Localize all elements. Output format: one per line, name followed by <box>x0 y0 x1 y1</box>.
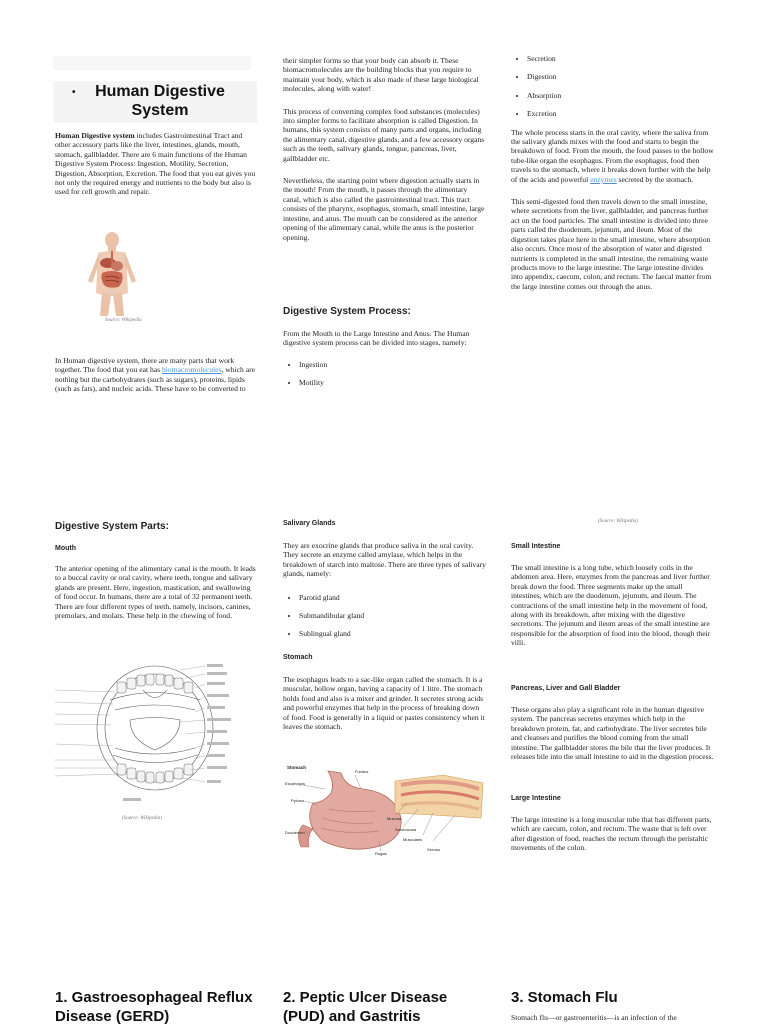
serosa-label: Serosa <box>427 847 440 852</box>
pancreas-text: These organs also play a significant role in the human digestive system. The pancreas secretes enzymes which help in the breakdown protein, fat, and carbohydrate. The liver secretes bile and cleanses and purifies the blood coming from the small intestine. The gallbladder stores the bile that the liver produces. It releases bile into the small intestine to aid in the digestion process. <box>511 705 714 762</box>
intro-text: includes Gastrointestinal Tract and other accessory parts like the liver, intestines, glands, mouth, stomach, gallbladder. There are 6 main functions of the Human Digestive System Process: Ingestion, Motility, Secretion, Digestion, Absorption, Excretion. The food that you eat gives you not only the required energy and nutrients to the body but also is used for cell growth and repair. <box>55 131 256 197</box>
stomach-text: The esophagus leads to a sac-like organ called the stomach. It is a muscular, hollow organ, having a capacity of 1 litre. The stomach holds food and also is a mixer and grinder. It secretes strong acids and powerful enzymes that help in the process of breaking down of food. Food is generally in a liquid or pastes consistency when it leaves the stomach. <box>283 675 485 732</box>
esophagus-label: Esophagus <box>285 781 306 786</box>
col3-caption: (Source: Wikipedia) <box>598 519 638 524</box>
stage-item: • Digestion <box>527 72 714 81</box>
enzymes-link[interactable]: enzymes <box>590 174 617 184</box>
col1-intro <box>55 131 258 208</box>
submucosa-label: Submucosa <box>395 827 417 832</box>
stage-item: • Absorption <box>527 91 714 100</box>
stages-list-b <box>511 54 714 119</box>
col2-p2: This process of converting complex food substances (molecules) into simpler forms to facilitate absorption is called Digestion. In humans, this system consists of many parts and organs, including the alimentary canal, digestive glands, and a few accessory organs such as the teeth, salivary glands, tongue, pancreas, liver, gallbladder etc. <box>283 106 485 163</box>
stomach-label: Stomach <box>287 765 307 770</box>
human-body-figure <box>78 231 146 316</box>
col3-p1: The whole process starts in the oral cavity, where the saliva from the salivary glands mixes with the food and starts to begin the breakdown of food. From the mouth, the food passes to the hollow tube-like organ the esophagus. From the esophagus, food then travels to the stomach, where it breaks down further with the help of the acids and powerful enzymes secreted by the stomach. <box>511 127 714 184</box>
large-intestine-text: The large intestine is a long muscular tube that has different parts, which are caecum, colon, and rectum. The waste that is left over after digestion of food, reaches the rectum through the peristaltic movements of the colon. <box>511 815 712 853</box>
rugae-label: Rugae <box>375 851 387 856</box>
stages-list-a <box>283 360 486 388</box>
stage-item: • Secretion <box>527 54 714 63</box>
gland-item: • Submandibular gland <box>299 611 486 620</box>
stage-item: • Motility <box>299 378 486 387</box>
title-shadow <box>53 56 251 70</box>
biomacromolecules-link[interactable]: biomacromolecules <box>162 365 222 375</box>
mouth-title: Mouth <box>55 545 76 552</box>
glands-list <box>283 593 486 639</box>
duodenum-label: Duodenum <box>285 830 305 835</box>
col3-text <box>511 54 714 302</box>
gland-item: • Parotid gland <box>299 593 486 602</box>
col1-para2: In Human digestive system, there are many parts that work together. The food that you eat has biomacromolecules, which are nothing but the carbohydrates (such as sugars), proteins, lipids (such as fats), and nucleic acids. These have to be converted to <box>55 356 255 394</box>
disease-pud-heading: 2. Peptic Ulcer Disease (PUD) and Gastritis <box>283 989 448 1025</box>
salivary-wrap <box>283 541 486 648</box>
large-intestine-title: Large Intestine <box>511 795 561 802</box>
mouth-caption: (Source: Wikipedia) <box>122 816 162 821</box>
pancreas-title: Pancreas, Liver and Gall Bladder <box>511 685 621 692</box>
parts-heading: Digestive System Parts: <box>55 521 169 532</box>
salivary-text: They are exocrine glands that produce saliva in the oral cavity. They secrete an enzyme called amylase, which helps in the breakdown of starch into maltose. There are three types of salivary glands, namely: <box>283 541 486 579</box>
mouth-text: The anterior opening of the alimentary canal is the mouth. It leads to a buccal cavity or oral cavity, where teeth, tongue and salivary glands are present. Here, ingestion, mastication, and swallowing of food occur. In humans, there are a total of 32 permanent teeth. There are four different types of teeth, namely, incisors, canines, premolars, and molars. These help in the chewing of food. <box>55 564 256 621</box>
muscularis-label: Muscularis <box>403 837 423 842</box>
stage-item: • Excretion <box>527 109 714 118</box>
body-figure-caption: Source: Wikipedia <box>105 318 142 323</box>
gland-item: • Sublingual gland <box>299 629 486 638</box>
col2-p4-wrap <box>283 329 486 397</box>
stage-item: • Ingestion <box>299 360 486 369</box>
disease-gerd-heading: 1. Gastroesophageal Reflux Disease (GERD) <box>55 989 253 1025</box>
col2-p1: their simpler forms so that your body can absorb it. These biomacromolecules are the building blocks that you require to maintain your body, which is also made of these large biological molecules, along with water! <box>283 56 479 94</box>
col2-p4: From the Mouth to the Large Intestine and Anus. The Human digestive system process can be divided into stages, namely: <box>283 329 470 348</box>
page-title: • Human Digestive System <box>72 83 225 119</box>
mucosa-label: Mucosa <box>387 816 402 821</box>
stomach-title: Stomach <box>283 654 313 661</box>
fundus-label: Fundus <box>355 769 369 774</box>
stomach-figure <box>283 763 488 863</box>
pylorus-label: Pylorus <box>291 798 305 803</box>
process-heading: Digestive System Process: <box>283 306 411 317</box>
disease-flu-heading: 3. Stomach Flu <box>511 989 618 1006</box>
title-bullet: • <box>72 87 76 98</box>
stomach-flu-text: Stomach flu—or gastroenteritis—is an infection of the <box>511 1013 677 1022</box>
small-intestine-title: Small Intestine <box>511 543 561 550</box>
col3-p2: This semi-digested food then travels down to the small intestine, where secretions from the liver, gallbladder, and pancreas further act on the food particles. The small intestine is divided into three parts called the duodenum, jejunum, and ileum. Most of the digestion takes place here in the small intestine, where absorption also occurs. Once most of the absorption of water and digested nutrients is completed in the small intestine, the remaining waste products move to the large intestine. The large intestine divides into appendix, caecum, colon, and rectum. The faecal matter from the large intestine comes out through the anus. <box>511 197 712 291</box>
col2-p3: Nevertheless, the starting point where digestion actually starts in the mouth! From the mouth, it passes through the alimentary canal, which is also called the gastrointestinal tract. This tract consists of the pharynx, esophagus, stomach, small intestine, large intestine, and anus. The mouth can be considered as the anterior opening of the alimentary canal, while the anus is the posterior opening. <box>283 176 485 242</box>
col2-text <box>283 56 486 253</box>
intro-bold: Human Digestive system <box>55 131 135 140</box>
mouth-figure <box>55 660 260 805</box>
small-intestine-text: The small intestine is a long tube, which loosely coils in the abdomen area. Here, enzymes from the pancreas and liver further break down the food. Three segments make up the small intestines, which are the duodenum, jejunum, and ileum. The contractions of the small intestine help in the movement of food, along with its breakdown, after mixing with the digestive secretions. The jejunum and ileum areas of the small intestine are responsible for the absorption of food into the blood, though their villi. <box>511 563 711 648</box>
salivary-title: Salivary Glands <box>283 520 336 527</box>
